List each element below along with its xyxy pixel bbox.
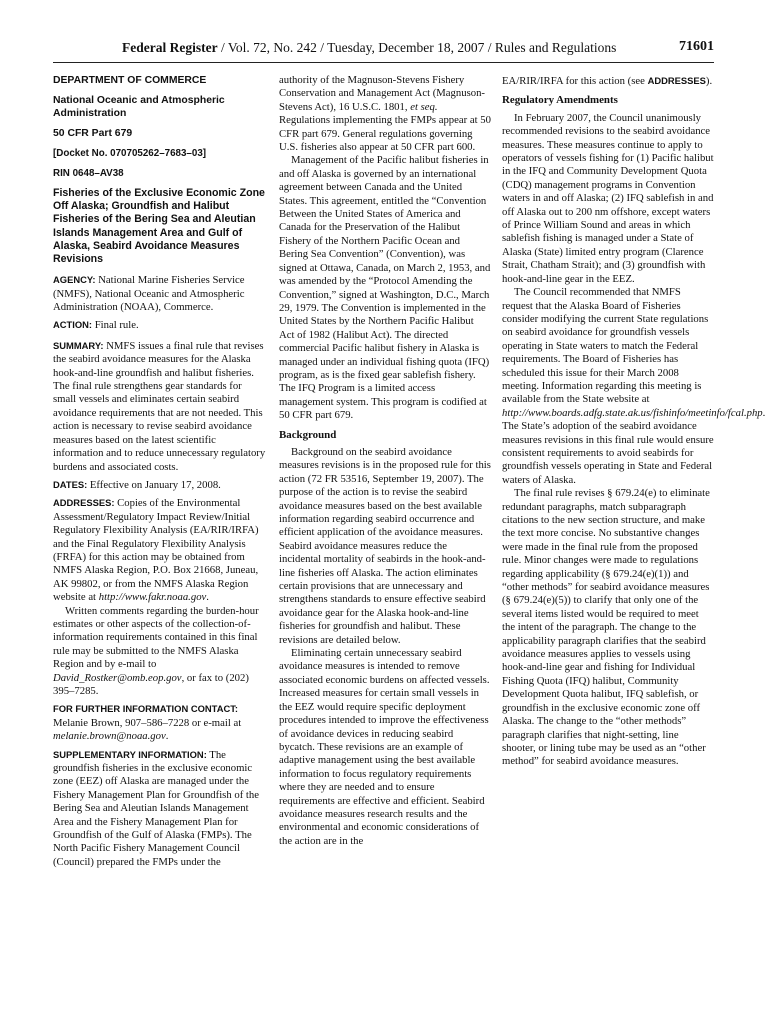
issue-info: / Vol. 72, No. 242 / Tuesday, December 18, 2007 / Rules and Regulations	[217, 40, 617, 55]
contact-label-line	[53, 702, 267, 716]
supplementary-paragraph: SUPPLEMENTARY INFORMATION: The groundfish fisheries in the exclusive economic zone (EEZ) off Alaska are managed under the Fishery Management Plan for Groundfish of the Bering Sea and Aleutian Islands Management Area and the Fishery Management Plan for Groundfish of the Gulf of Alaska (FMPs). The North Pacific Fishery Management Council (Council) prepared the FMPs under the	[53, 748, 259, 868]
supplementary-label: SUPPLEMENTARY INFORMATION:	[53, 748, 207, 760]
page-number: 71601	[679, 39, 714, 54]
header-citation	[122, 40, 616, 56]
document-title: Fisheries of the Exclusive Economic Zone Off Alaska; Groundfish and Halibut Fisheries of the Bering Sea and Aleutian Islands Management Area and Gulf of Alaska, Seabird Avoidance Measures Revisions	[53, 187, 265, 266]
summary-label: SUMMARY:	[53, 339, 104, 351]
summary-paragraph: SUMMARY: NMFS issues a final rule that revises the seabird avoidance measures for the Alaska hook-and-line groundfish and halibut fisheries. The final rule strengthens gear standards for small vessels and eliminates certain seabird avoidance requirements that are not needed. This action is necessary to revise seabird avoidance measures based on the latest scientific information and to reduce unnecessary regulatory burdens and associated costs.	[53, 339, 266, 473]
written-comments-paragraph: Written comments regarding the burden-hour estimates or other aspects of the collection-of-information requirements contained in this final rule may be submitted to the NMFS Alaska Region and by e-mail to David_Rostker@omb.eop.gov, or fax to (202) 395–7285.	[53, 604, 259, 697]
agency-heading: National Oceanic and Atmospheric Administration	[53, 95, 225, 119]
header-rule	[53, 62, 714, 63]
column-1	[53, 74, 267, 869]
rin-number: RIN 0648–AV38	[53, 168, 124, 179]
docket-number: [Docket No. 070705262–7683–03]	[53, 148, 207, 159]
contact-paragraph: Melanie Brown, 907–586–7228 or e-mail at melanie.brown@noaa.gov.	[53, 716, 242, 743]
action-label: ACTION:	[53, 319, 93, 331]
final-rule-paragraph: The final rule revises § 679.24(e) to eliminate redundant paragraphs, match subparagraph citations to the new section structure, and make the text more concise. No substantive changes were made in the final rule from the proposed rule. Minor changes were made to regulations regarding applicability (§ 679.24(e)(1)) and “other methods” for seabird avoidance measures (§ 679.24(e)(5)) to clarify that only one of the several items listed would be required to meet the intent of the paragraph. The change to the applicability paragraph clarifies that the seabird avoidance measures applies to vessels using hook-and-line gear and fishing for Individual Fishing Quota (IFQ) halibut, Community Development Quota halibut, IFQ sablefish, or groundfish in the exclusive economic zone off Alaska. The change to the “other methods” paragraph clarifies that night-setting, line shooter, or lining tube may be used as an “other method” for seabird avoidance measures.	[502, 487, 710, 768]
contact-label: FOR FURTHER INFORMATION CONTACT:	[53, 703, 239, 715]
dates-label: DATES:	[53, 478, 88, 490]
halibut-paragraph: Management of the Pacific halibut fisheries in and off Alaska is governed by an international agreement between Canada and the United States. This agreement, entitled the “Convention Between the United States of America and Canada for the Preservation of the Halibut Fishery of the Northern Pacific Ocean and Bering Sea Convention” (Convention), was signed at Ottawa, Canada, on March 2, 1953, and was amended by the “Protocol Amending the Convention,” signed at Washington, D.C., March 29, 1979. The Convention is implemented in the United States by the Northern Pacific Halibut Act of 1982 (Halibut Act). The directed commercial Pacific halibut fishery in Alaska is managed under an individual fishing quota (IFQ) program, as is the fixed gear sablefish fishery. The IFQ Program is a limited access management system. This program is codified at 50 CFR part 679.	[279, 154, 491, 422]
background-paragraph-1: Background on the seabird avoidance measures revisions is in the proposed rule for this action (72 FR 53516, September 19, 2007). The purpose of the action is to revise the seabird avoidance measures based on the best available information regarding seabird occurrence and efficient application of the avoidance measures. Seabird avoidance measures reduce the incidental mortality of seabirds in the hook-and-line fisheries off Alaska. The action eliminates certain provisions that are unnecessary and strengthens standards to ensure effective seabird avoidance gear for the Alaska hook-and-line fisheries for groundfish and halibut. These revisions are detailed below.	[279, 445, 491, 646]
background-heading: Background	[279, 428, 337, 441]
cfr-heading: 50 CFR Part 679	[53, 128, 133, 139]
addresses-paragraph: ADDRESSES: Copies of the Environmental Assessment/Regulatory Impact Review/Initial Regulatory Flexibility Analysis (EA/RIR/IRFA) and the Final Regulatory Flexibility Analysis (FRFA) for this action may be obtained from NMFS Alaska Region, P.O. Box 21668, Juneau, AK 99802, or from the NMFS Alaska Region website at http://www.fakr.noaa.gov.	[53, 497, 259, 604]
column-2	[279, 74, 491, 848]
dates-paragraph: DATES: Effective on January 17, 2008.	[53, 478, 221, 491]
action-paragraph: ACTION: Final rule.	[53, 319, 139, 332]
regulatory-amendments-heading: Regulatory Amendments	[502, 94, 618, 107]
board-paragraph: The Council recommended that NMFS request that the Alaska Board of Fisheries consider modifying the current State regulations on seabird avoidance for groundfish vessels operating in State waters to match the Federal requirements. The Board of Fisheries has scheduled this issue for their March 2008 meeting. Information regarding this meeting is available from the State website at http://www.boards.adfg.state.ak.us/fishinfo/meetinfo/fcal.php. The State’s adoption of the seabird avoidance measures revisions in this final rule would ensure consistent requirements to avoid seabirds for groundfish vessels operating in State and Federal waters of Alaska.	[502, 286, 766, 486]
council-paragraph: In February 2007, the Council unanimously recommended revisions to the seabird avoidance measures. These measures continue to apply to operators of vessels fishing for (1) Pacific halibut in the IFQ and Community Development Quota (CDQ) management programs in Convention waters in and off Alaska; (2) IFQ sablefish in and off Alaska out to 200 nm offshore, except waters of Prince William Sound and areas in which sablefish fishing is managed under a State of Alaska (State) limited entry program (Clarence Strait, Chatham Strait); and (3) groundfish with hook-and-line gear in the EEZ.	[502, 111, 714, 285]
department-heading: DEPARTMENT OF COMMERCE	[53, 75, 207, 86]
agency-label: AGENCY:	[53, 274, 96, 286]
ea-reference-paragraph: EA/RIR/IRFA for this action (see ADDRESSES).	[502, 75, 713, 87]
addresses-label: ADDRESSES:	[53, 497, 115, 509]
state-website-link[interactable]: http://www.boards.adfg.state.ak.us/fishinfo/meetinfo/fcal.php	[502, 406, 763, 419]
background-paragraph-2: Eliminating certain unnecessary seabird avoidance measures is intended to remove associated economic burdens on affected vessels. Increased measures for certain small vessels in the EEZ would require specific deployment procedures intended to improve the effectiveness of avoidance devices in reducing seabird bycatch. These revisions are an example of adaptive management using the best available information to focus regulatory requirements where they are needed and to ensure requirements are effective and efficient. Seabird avoidance measures research results and the environmental and economic considerations of the action are in the	[279, 647, 490, 847]
addresses-link[interactable]: http://www.fakr.noaa.gov	[98, 591, 207, 604]
authority-paragraph: authority of the Magnuson-Stevens Fishery Conservation and Management Act (Magnuson-Stevens Act), 16 U.S.C. 1801, et seq. Regulations implementing the FMPs appear at 50 CFR part 679. General regulations governing U.S. fisheries also appear at 50 CFR part 600.	[279, 74, 491, 154]
journal-name: Federal Register	[122, 40, 218, 55]
agency-paragraph: AGENCY: National Marine Fisheries Service (NMFS), National Oceanic and Atmospheric Administration (NOAA), Commerce.	[53, 274, 245, 314]
column-3	[502, 74, 766, 769]
contact-email-link[interactable]: melanie.brown@noaa.gov	[53, 730, 166, 743]
omb-email-link[interactable]: David_Rostker@omb.eop.gov	[53, 671, 182, 684]
